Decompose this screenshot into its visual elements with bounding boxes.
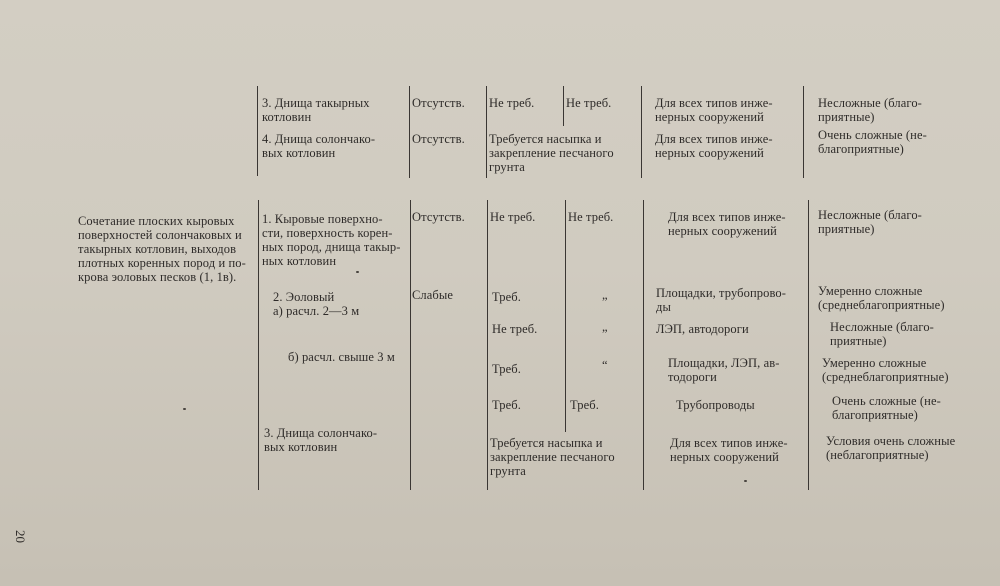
cell-landform-type: 3. Днища солончако- вых котловин: [264, 426, 378, 454]
column-rule: [565, 200, 566, 432]
cell-assessment: Несложные (благо- приятные): [818, 208, 922, 236]
cell-assessment: Несложные (благо- приятные): [818, 96, 922, 124]
column-rule: [487, 200, 488, 490]
cell-measure-2: “: [602, 358, 608, 372]
cell-measure-1: Треб.: [492, 290, 521, 304]
cell-assessment: Умеренно сложные (среднеблагоприятные): [818, 284, 945, 312]
cell-usage: Площадки, трубопрово- ды: [656, 286, 786, 314]
cell-usage: Для всех типов инже- нерных сооружений: [670, 436, 788, 464]
column-rule: [641, 86, 642, 178]
cell-measure-2: Не треб.: [568, 210, 614, 224]
cell-measure-2: „: [602, 320, 608, 334]
column-rule: [563, 86, 564, 126]
print-speck: [183, 408, 186, 410]
cell-assessment: Условия очень сложные (неблагоприятные): [826, 434, 956, 462]
cell-group-description: Сочетание плоских кыровых поверхностей солончаковых и такырных котловин, выходов плотных коренных пород и по- крова эоловых песков (1, 1в).: [78, 214, 246, 284]
cell-landform-type: 2. Эоловый а) расчл. 2—3 м: [273, 290, 360, 318]
cell-usage: Для всех типов инже- нерных сооружений: [655, 96, 773, 124]
cell-measure-2: „: [602, 288, 608, 302]
cell-assessment: Очень сложные (не- благоприятные): [832, 394, 941, 422]
cell-landform-type: 4. Днища солончако- вых котловин: [262, 132, 376, 160]
cell-processes: Слабые: [412, 288, 454, 302]
cell-landform-type: 3. Днища такырных котловин: [262, 96, 370, 124]
cell-assessment: Очень сложные (не- благоприятные): [818, 128, 927, 156]
column-rule: [409, 86, 410, 178]
column-rule: [410, 200, 411, 490]
cell-measure-1: Требуется насыпка и закрепление песчаного грунта: [489, 132, 614, 174]
cell-measure-1: Не треб.: [490, 210, 536, 224]
column-rule: [258, 200, 259, 490]
print-speck: [356, 271, 359, 273]
column-rule: [257, 86, 258, 176]
cell-landform-type: б) расчл. свыше 3 м: [288, 350, 395, 364]
cell-measure-1: Не треб.: [492, 322, 538, 336]
cell-usage: ЛЭП, автодороги: [656, 322, 749, 336]
page-number: 20: [13, 530, 28, 543]
cell-processes: Отсутств.: [412, 210, 465, 224]
cell-assessment: Умеренно сложные (среднеблагоприятные): [822, 356, 949, 384]
cell-measure-1: Треб.: [492, 362, 521, 376]
cell-assessment: Несложные (благо- приятные): [830, 320, 934, 348]
cell-measure-1: Треб.: [492, 398, 521, 412]
cell-usage: Трубопроводы: [676, 398, 755, 412]
cell-measure-1: Требуется насыпка и закрепление песчаного грунта: [490, 436, 615, 478]
column-rule: [643, 200, 644, 490]
cell-measure-2: Треб.: [570, 398, 599, 412]
cell-processes: Отсутств.: [412, 132, 465, 146]
cell-usage: Для всех типов инже- нерных сооружений: [668, 210, 786, 238]
cell-processes: Отсутств.: [412, 96, 465, 110]
cell-measure-2: Не треб.: [566, 96, 612, 110]
column-rule: [803, 86, 804, 178]
cell-measure-1: Не треб.: [489, 96, 535, 110]
print-speck: [744, 480, 747, 482]
cell-usage: Для всех типов инже- нерных сооружений: [655, 132, 773, 160]
cell-usage: Площадки, ЛЭП, ав- тодороги: [668, 356, 780, 384]
column-rule: [486, 86, 487, 178]
cell-landform-type: 1. Кыровые поверхно- сти, поверхность корен- ных пород, днища такыр- ных котловин: [262, 212, 401, 268]
